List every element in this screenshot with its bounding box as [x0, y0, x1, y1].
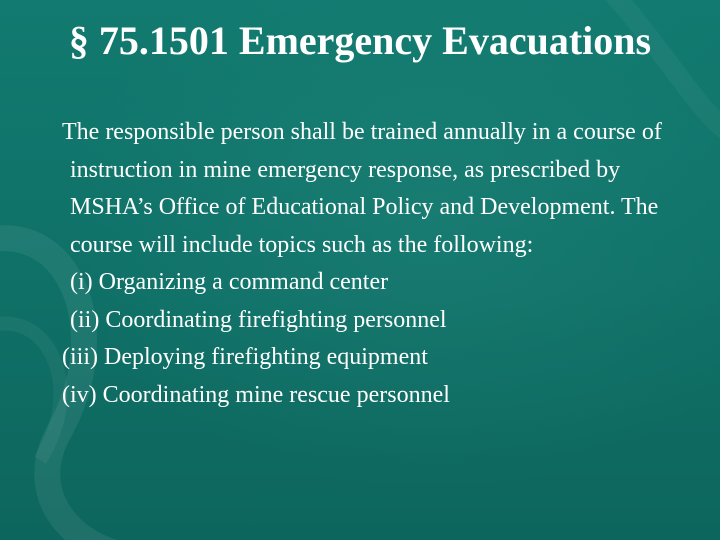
list-item: (i) Organizing a command center: [70, 269, 389, 295]
slide-body: [62, 114, 702, 414]
list-item: (ii) Coordinating firefighting personnel: [70, 306, 447, 333]
list-item: (iii) Deploying firefighting equipment: [62, 344, 428, 370]
list-item: (iv) Coordinating mine rescue personnel: [62, 381, 450, 408]
intro-paragraph: The responsible person shall be trained annually in a course of instruction in mine emergency response, as prescribed by MSHA’s Office of Educational Policy and Development. The course will include topics such as the following:: [62, 119, 662, 258]
slide-title: § 75.1501 Emergency Evacuations: [68, 18, 652, 63]
